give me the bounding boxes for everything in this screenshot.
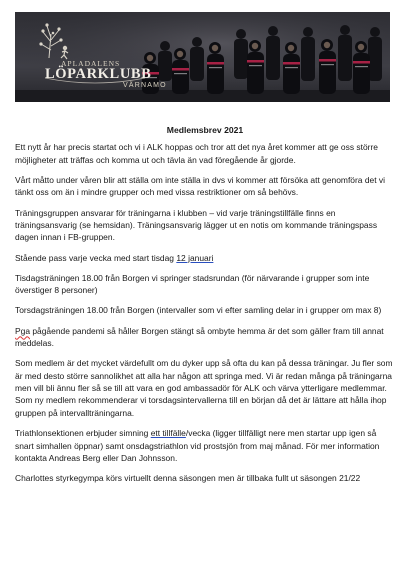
paragraph-strength-gym: Charlottes styrkegympa körs virtuellt denna säsongen men är tillbaka fullt ut säsongen 21/22 xyxy=(15,473,361,484)
logo-city: VÄRNAMO xyxy=(123,82,167,89)
triathlon-text-a: Triathlonsektionen erbjuder simning xyxy=(15,428,151,439)
header-banner-photo xyxy=(15,12,390,102)
paragraph-membership: Som medlem är det mycket värdefullt om du dyker upp så ofta du kan på dessa träningar. Ju fler som är med desto större sannolikhet att alla har någon att springa med. Vi är redan många på träningarna men vill bli ännu fler så se till att vara en god ambassadör för ALK och värva ytterligare medlemmar. Som ny medlem rekommenderar vi torsdagsintervallerna till en början då det är lättare att hålla ihop gruppen på intervallträningarna. xyxy=(15,358,393,418)
logo-club-name: LÖPARKLUBB xyxy=(45,66,152,82)
paragraph-intro: Ett nytt år har precis startat och vi i ALK hoppas och tror att det nya året kommer att ge oss större möjligheter att träffas och komma ut och tävla än vad föregående år gjorde. xyxy=(15,142,378,165)
paragraph-weekly-start xyxy=(15,252,395,264)
paragraph-training-group: Träningsgruppen ansvarar för träningarna i klubben – vid varje träningstillfälle finns en träningsansvarig (se hemsidan). Träningsansvarig lägger ut en notis om kommande träningspass dagen innan i FB-gruppen. xyxy=(15,207,378,243)
paragraph-triathlon xyxy=(15,427,395,464)
one-session-link[interactable]: ett tillfälle xyxy=(150,428,186,439)
start-date-link[interactable]: 12 januari xyxy=(176,252,214,263)
paragraph-tuesday-training: Tisdagsträningen 18.00 från Borgen vi springer stadsrundan (för närvarande i grupper som inte överstiger 8 personer) xyxy=(15,272,370,296)
triathlon-text-b: /vecka (ligger tillfälligt nere men startar upp igen så snart simhallen öppnar) samt onsdagstriathlon vid prostsjön from maj månad. För mer information kontakta Andreas Berg eller Dan Johnsson. xyxy=(15,428,380,463)
runners-group-photo xyxy=(15,12,390,102)
pandemic-text: pågående pandemi så håller Borgen stängt så ombyte hemma är det som gäller fram till annat meddelas. xyxy=(15,325,384,349)
paragraph-pandemic xyxy=(15,325,395,350)
weekly-start-text: Stående pass varje vecka med start tisdag xyxy=(15,252,177,263)
logo-subtitle: APLADALENS xyxy=(61,59,121,68)
paragraph-motto: Vårt måtto under våren blir att ställa om inte ställa in dvs vi kommer att försöka att genomföra det vi tänkt oss om än i mindre grupper och med vissa restriktioner om så behövs. xyxy=(15,175,386,198)
document-title: Medlemsbrev 2021 xyxy=(166,125,244,135)
paragraph-thursday-training: Torsdagsträningen 18.00 från Borgen (intervaller som vi efter samling delar in i grupper om max 8) xyxy=(15,305,382,316)
newsletter-body xyxy=(15,124,395,492)
spellcheck-word-pga: Pga xyxy=(15,325,31,336)
